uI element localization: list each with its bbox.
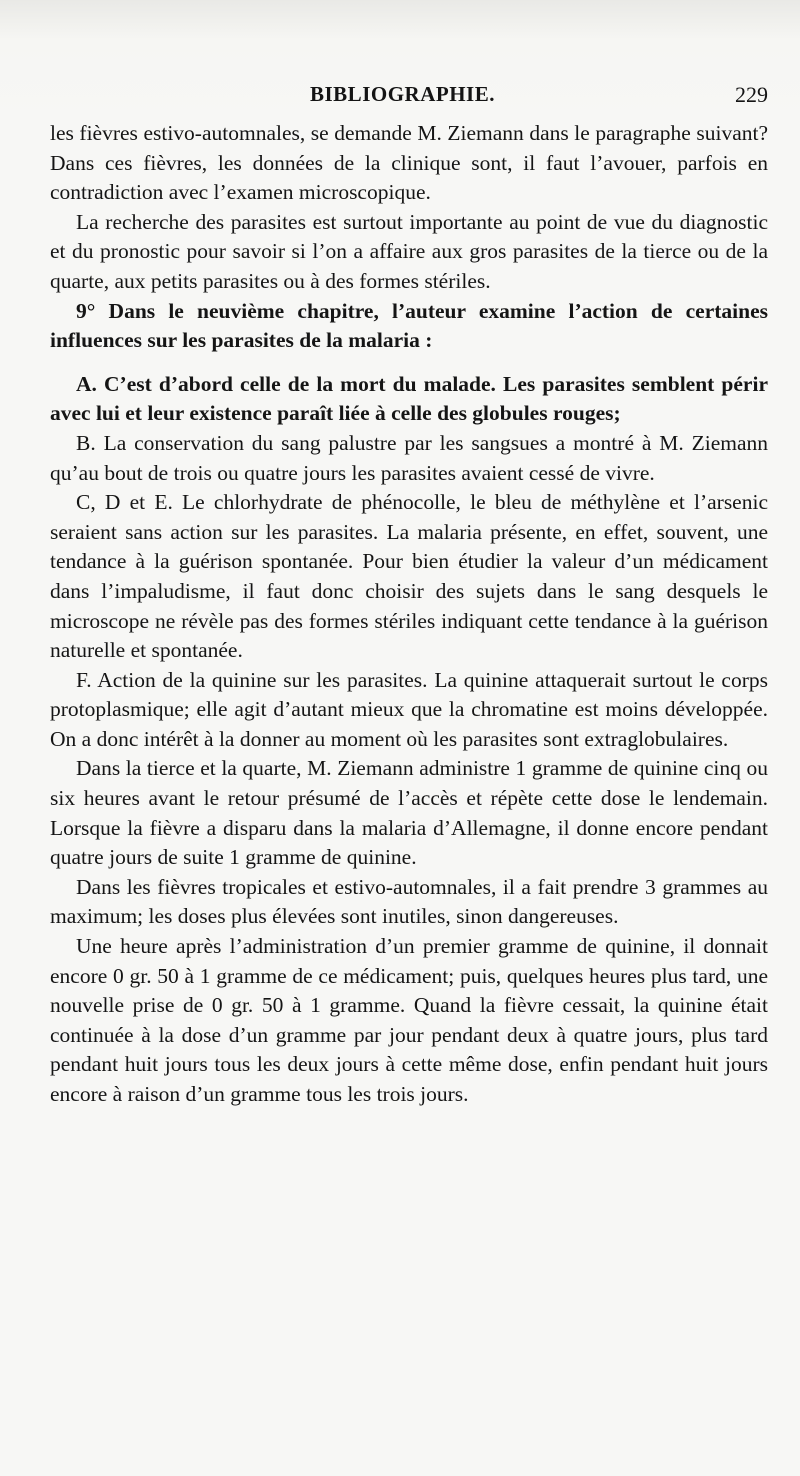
paragraph-continuation: les fièvres estivo-automnales, se demande M. Ziemann dans le paragraphe suivant? Dans ces fièvres, les données de la clinique sont, il faut l’avouer, parfois en contradiction avec l’examen microscopique. xyxy=(50,121,768,205)
paragraph-item-b: B. La conservation du sang palustre par les sangsues a montré à M. Ziemann qu’au bout de trois ou quatre jours les parasites avaient cessé de vivre. xyxy=(50,430,768,485)
paragraph-chapter-nine: 9° Dans le neuvième chapitre, l’auteur examine l’action de certaines influences sur les parasites de la malaria : xyxy=(50,298,768,353)
paragraph-item-f: F. Action de la quinine sur les parasites. La quinine attaquerait surtout le corps protoplasmique; elle agit d’autant mieux que la chromatine est moins développée. On a donc intérêt à la donner au moment où les parasites sont extraglobulaires. xyxy=(50,667,768,751)
paragraph-item-a: A. C’est d’abord celle de la mort du malade. Les parasites semblent périr avec lui et leur existence paraît liée à celle des globules rouges; xyxy=(50,371,768,426)
page-number: 229 xyxy=(735,82,768,107)
paragraph-dosage-schedule: Une heure après l’administration d’un premier gramme de quinine, il donnait encore 0 gr. 50 à 1 gramme de ce médicament; puis, quelques heures plus tard, une nouvelle prise de 0 gr. 50 à 1 gramme. Quand la fièvre cessait, la quinine était continuée à la dose d’un gramme par jour pendant deux à quatre jours, plus tard pendant huit jours tous les deux jours à cette même dose, enfin pendant huit jours encore à raison d’un gramme tous les trois jours. xyxy=(50,934,768,1106)
running-head xyxy=(48,82,768,112)
paragraph-parasite-search: La recherche des parasites est surtout importante au point de vue du diagnostic et du pronostic pour savoir si l’on a affaire aux gros parasites de la tierce ou de la quarte, aux petits parasites ou à des formes stériles. xyxy=(50,209,768,293)
paragraph-item-cde: C, D et E. Le chlorhydrate de phénocolle, le bleu de méthylène et l’arsenic seraient sans action sur les parasites. La malaria présente, en effet, souvent, une tendance à la guérison spontanée. Pour bien étudier la valeur d’un médicament dans l’impaludisme, il faut donc choisir des sujets dans le sang desquels le microscope ne révèle pas des formes stériles indiquant cette tendance à la guérison naturelle et spontanée. xyxy=(50,490,768,663)
body-text xyxy=(50,119,768,1110)
running-title: BIBLIOGRAPHIE. xyxy=(310,82,495,106)
paragraph-tierce-quarte: Dans la tierce et la quarte, M. Ziemann administre 1 gramme de quinine cinq ou six heures avant le retour présumé de l’accès et répète cette dose le lendemain. Lorsque la fièvre a disparu dans la malaria d’Allemagne, il donne encore pendant quatre jours de suite 1 gramme de quinine. xyxy=(50,756,768,870)
paragraph-tropical-fevers: Dans les fièvres tropicales et estivo-automnales, il a fait prendre 3 grammes au maximum; les doses plus élevées sont inutiles, sinon dangereuses. xyxy=(50,874,768,929)
